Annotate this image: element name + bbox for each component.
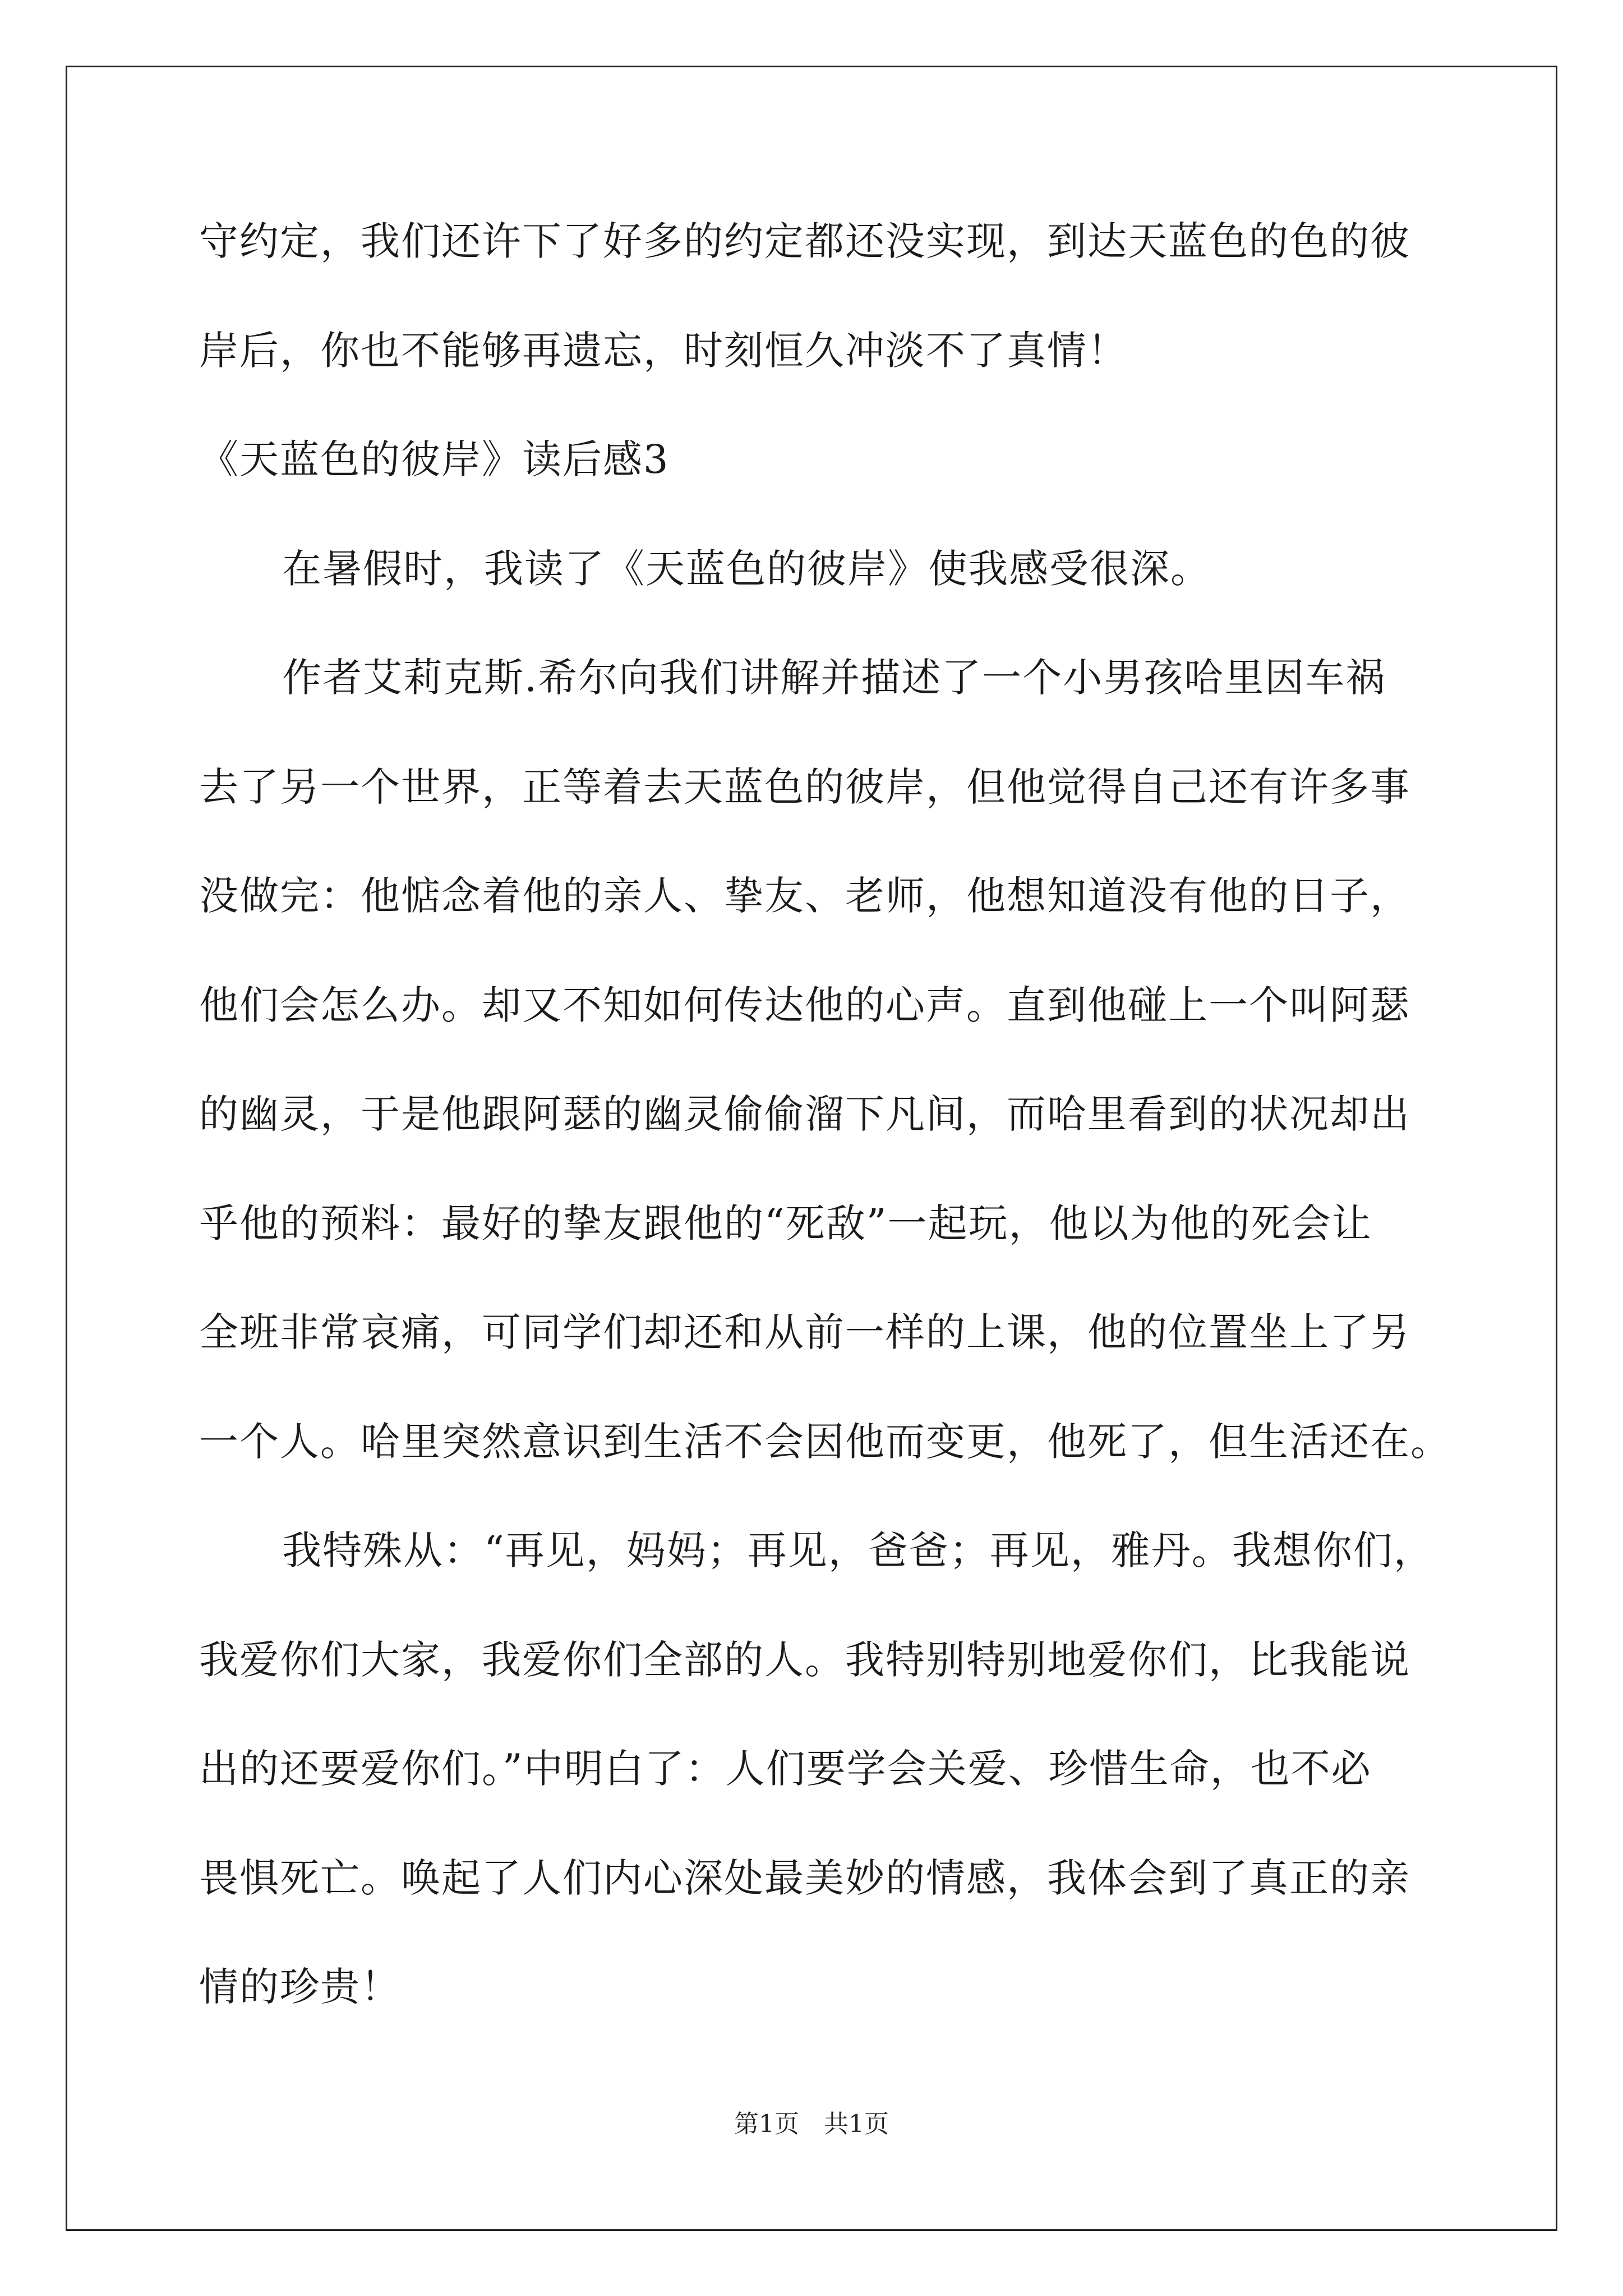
text-line: 他们会怎么办。却又不知如何传达他的心声。直到他碰上一个叫阿瑟 — [199, 982, 1410, 1028]
paragraph-start: 我特殊从：“再见，妈妈；再见，爸爸；再见，雅丹。我想你们， — [282, 1527, 1434, 1573]
document-body — [199, 218, 1451, 2077]
text-line: 一个人。哈里突然意识到生活不会因他而变更，他死了，但生活还在。 — [199, 1418, 1451, 1465]
text-line: 全班非常哀痛，可同学们却还和从前一样的上课，他的位置坐上了另 — [199, 1309, 1410, 1355]
paragraph-start: 作者艾莉克斯.希尔向我们讲解并描述了一个小男孩哈里因车祸 — [282, 655, 1386, 701]
text-line: 我爱你们大家，我爱你们全部的人。我特别特别地爱你们，比我能说 — [199, 1636, 1410, 1683]
text-line: 岸后，你也不能够再遗忘，时刻恒久冲淡不了真情！ — [199, 327, 1128, 374]
text-line: 出的还要爱你们。”中明白了：人们要学会关爱、珍惜生命，也不必 — [199, 1746, 1372, 1792]
text-line: 没做完：他惦念着他的亲人、挚友、老师，他想知道没有他的日子， — [199, 873, 1410, 919]
text-line: 情的珍贵！ — [199, 1964, 401, 2010]
section-heading: 《天蓝色的彼岸》读后感3 — [199, 436, 670, 482]
text-line: 守约定，我们还许下了好多的约定都还没实现，到达天蓝色的色的彼 — [199, 218, 1410, 264]
text-line: 乎他的预料：最好的挚友跟他的“死敌”一起玩，他以为他的死会让 — [199, 1200, 1372, 1246]
text-line: 的幽灵，于是他跟阿瑟的幽灵偷偷溜下凡间，而哈里看到的状况却出 — [199, 1091, 1410, 1137]
paragraph-start: 在暑假时，我读了《天蓝色的彼岸》使我感受很深。 — [282, 545, 1211, 592]
text-line: 去了另一个世界，正等着去天蓝色的彼岸，但他觉得自己还有许多事 — [199, 763, 1410, 810]
page-footer: 第1页 共1页 — [734, 2110, 889, 2138]
text-line: 畏惧死亡。唤起了人们内心深处最美妙的情感，我体会到了真正的亲 — [199, 1855, 1410, 1901]
